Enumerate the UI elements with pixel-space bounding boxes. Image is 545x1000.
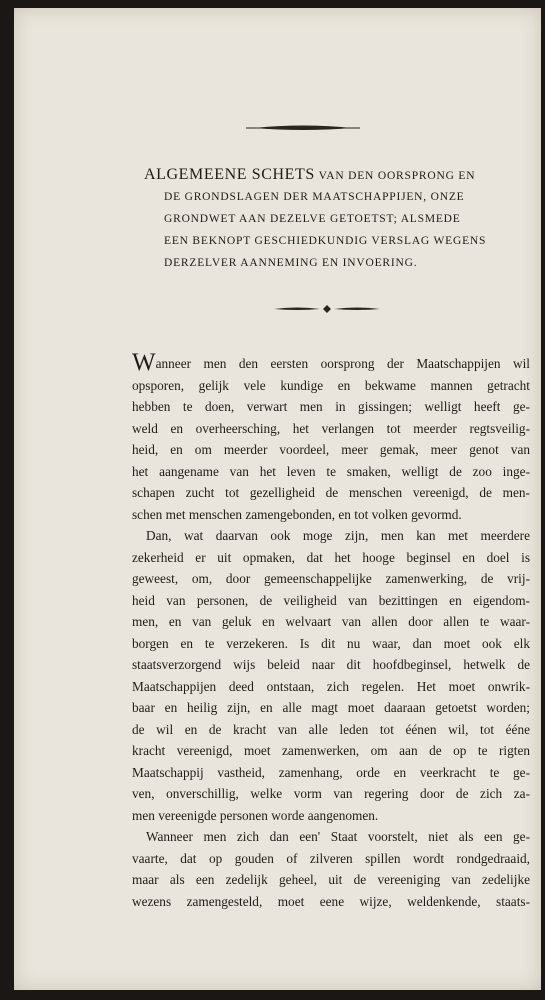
divider-ornament xyxy=(272,303,382,315)
text-line: wezens zamengesteld, moet eene wijze, weldenkende, staats- xyxy=(132,893,530,909)
body-text xyxy=(132,349,530,912)
text-line: Wanneer men zich dan een' Staat voorstelt, niet als een ge- xyxy=(146,829,530,844)
text-line: Dan, wat daarvan ook moge zijn, men kan met meerdere xyxy=(146,528,530,543)
heading-line-3: GRONDWET AAN DEZELVE GETOETST; ALSMEDE xyxy=(164,213,461,225)
drop-cap: W xyxy=(132,349,156,376)
heading-line-5: DERZELVER AANNEMING EN INVOERING. xyxy=(164,257,418,269)
text-line: zekerheid er uit opmaken, dat het hooge beginsel en doel is xyxy=(132,549,530,565)
text-line: vaarte, dat op gouden of zilveren spillen wordt rondgedraaid, xyxy=(132,850,530,866)
text-line: weld en overheersching, het verlangen tot meerder regtsveilig- xyxy=(132,420,530,436)
text-line: heid, en om meerder voordeel, meer gemak, meer genot van xyxy=(132,442,530,457)
heading-line-4: EEN BEKNOPT GESCHIEDKUNDIG VERSLAG WEGENS xyxy=(164,235,487,247)
heading-lead: ALGEMEENE SCHETS xyxy=(144,166,315,183)
text-line: staatsverzorgend wijs beleid naar dit hoofdbeginsel, hetwelk de xyxy=(132,657,530,672)
text-line: men, en van geluk en welvaart van allen door allen te waar- xyxy=(132,614,530,629)
top-rule-ornament xyxy=(244,122,362,134)
text-line: kracht vereenigd, moet zamenwerken, om aan de op te rigten xyxy=(132,743,530,758)
text-line: hebben te doen, verwart men in gissingen; welligt heeft ge- xyxy=(132,399,530,414)
text-line: borgen en te verzekeren. Is dit nu waar, dan moet ook elk xyxy=(132,635,530,651)
text-line: het aangename van het leven te smaken, welligt de zoo inge- xyxy=(132,463,530,479)
chapter-heading xyxy=(144,164,524,274)
text-line: maar als een zedelijk geheel, uit de vereeniging van zedelijke xyxy=(132,872,530,887)
text-line: ven, onverschillig, welke vorm van regering door de zich za- xyxy=(132,786,530,801)
heading-text: VAN DEN OORSPRONG EN xyxy=(318,170,476,182)
text-line: opsporen, gelijk vele kundige en bekwame mannen getracht xyxy=(132,377,530,393)
text-line: Maatschappijen deed ontstaan, zich regelen. Het moet onwrik- xyxy=(132,678,530,694)
book-page xyxy=(14,8,541,990)
text-line: schapen zucht tot gezelligheid de menschen vereenigd, de men- xyxy=(132,485,530,500)
text-line: baar en heilig zijn, en alle magt moet daaraan getoetst worden; xyxy=(132,700,530,715)
text-line: de wil en de kracht van alle leden tot éénen wil, tot ééne xyxy=(132,721,530,737)
text-line: geweest, om, door gemeenschappelijke zamenwerking, de vrij- xyxy=(132,571,530,586)
text-line: Wanneer men den eersten oorsprong der Maatschappijen wil xyxy=(132,349,530,376)
heading-line-2: DE GRONDSLAGEN DER MAATSCHAPPIJEN, ONZE xyxy=(164,191,465,203)
text-line: men vereenigde personen worde aangenomen. xyxy=(132,807,379,823)
text-line: schen met menschen zamengebonden, en tot volken gevormd. xyxy=(132,506,462,522)
text-line: Maatschappij vastheid, zamenhang, orde en veerkracht te ge- xyxy=(132,764,530,780)
text-line: heid van personen, de veiligheid van bezittingen en eigendom- xyxy=(132,592,530,608)
heading-line-1 xyxy=(144,164,524,186)
